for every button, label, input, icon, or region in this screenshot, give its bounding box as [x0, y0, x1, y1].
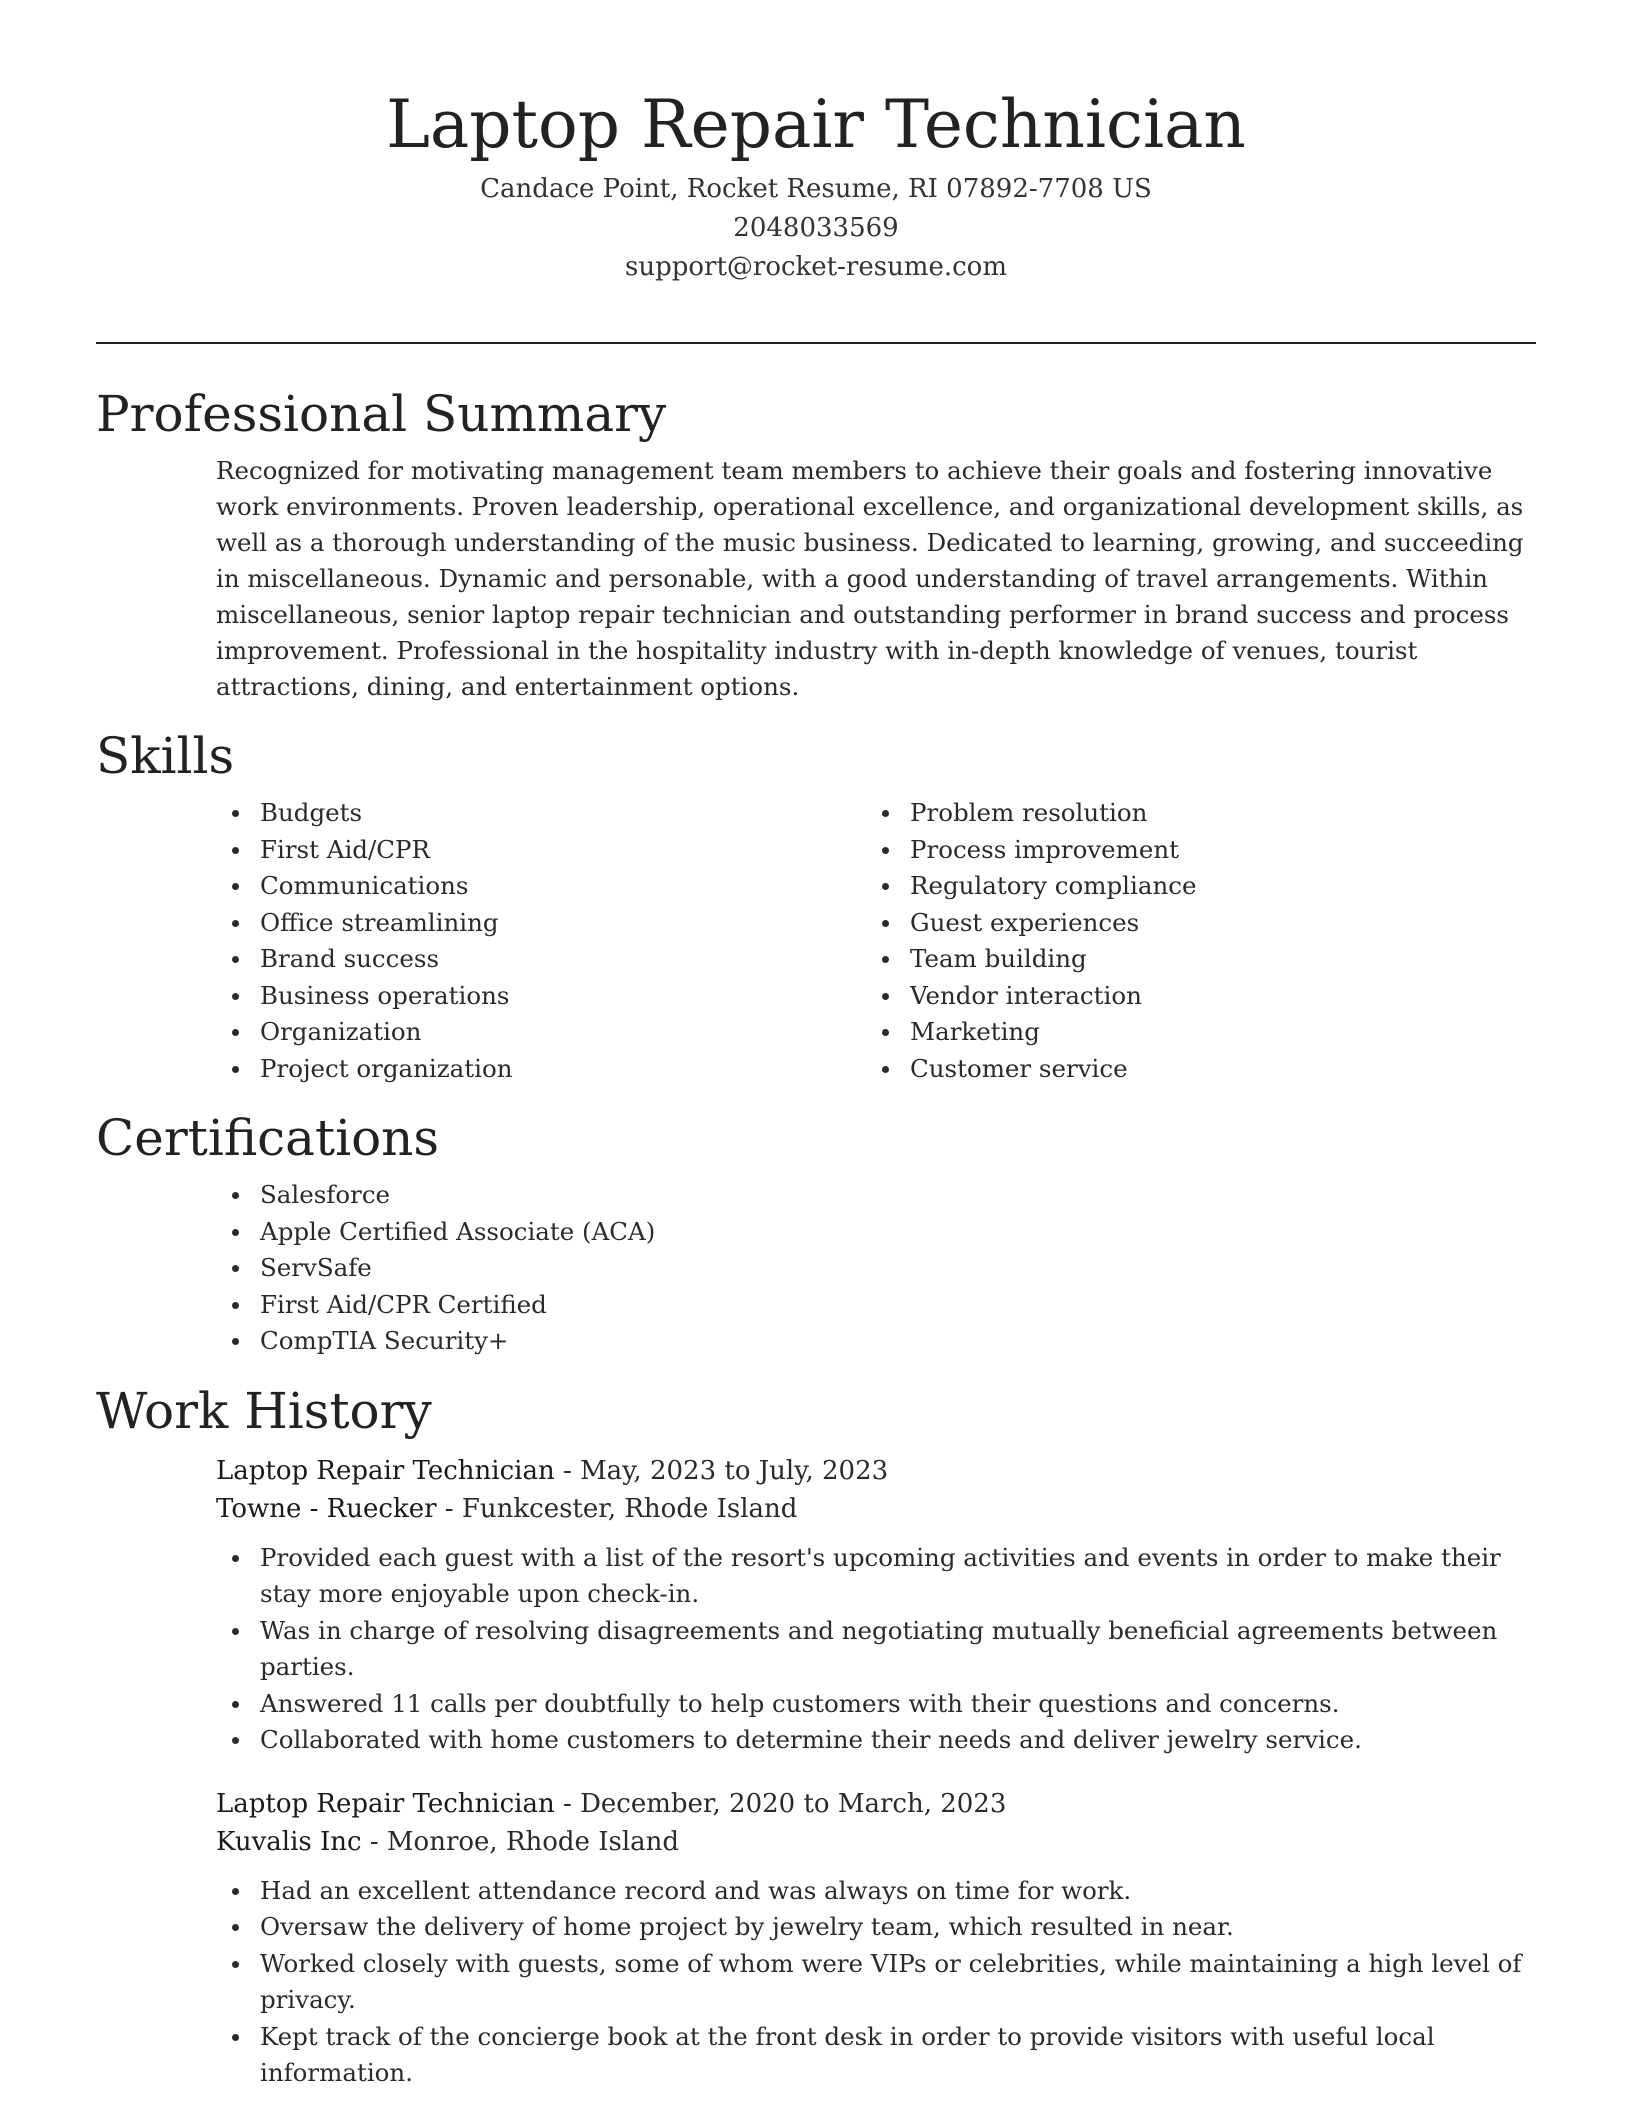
contact-phone: 2048033569	[733, 213, 899, 243]
skills-section	[96, 725, 1536, 1087]
job-duty-item: Kept track of the concierge book at the front desk in order to provide visitors with useful local information.	[216, 2019, 1536, 2092]
skills-list-left	[216, 795, 866, 1087]
job-dates: - December, 2020 to March, 2023	[554, 1788, 1007, 1819]
skill-item: Organization	[216, 1014, 866, 1051]
skill-item: Project organization	[216, 1051, 866, 1088]
job-title: Laptop Repair Technician	[216, 1788, 555, 1819]
job-entry	[216, 1452, 1536, 1759]
section-title-summary: Professional Summary	[96, 385, 667, 443]
job-duties-list	[216, 1873, 1536, 2092]
job-duty-item: Collaborated with home customers to determine their needs and deliver jewelry service.	[216, 1722, 1536, 1759]
job-company: Kuvalis Inc	[216, 1826, 362, 1857]
header-divider	[96, 342, 1536, 344]
job-employer	[216, 1823, 1536, 1861]
skill-item: Office streamlining	[216, 905, 866, 942]
contact-address: Candace Point, Rocket Resume, RI 07892-7708 US	[480, 174, 1152, 204]
skill-item: Team building	[866, 941, 1516, 978]
job-duties-list	[216, 1540, 1536, 1759]
job-duty-item: Had an excellent attendance record and was always on time for work.	[216, 1873, 1536, 1910]
job-dates: - May, 2023 to July, 2023	[554, 1455, 889, 1486]
certification-item: Salesforce	[216, 1177, 1536, 1214]
skill-item: Business operations	[216, 978, 866, 1015]
job-heading	[216, 1452, 1536, 1490]
section-title-work-history: Work History	[96, 1381, 432, 1440]
summary-section	[96, 383, 1536, 705]
job-employer	[216, 1490, 1536, 1528]
contact-email: support@rocket-resume.com	[624, 252, 1007, 282]
skill-item: Guest experiences	[866, 905, 1516, 942]
certification-item: ServSafe	[216, 1250, 1536, 1287]
skill-item: Communications	[216, 868, 866, 905]
job-location: - Monroe, Rhode Island	[361, 1826, 680, 1857]
job-heading	[216, 1785, 1536, 1823]
job-duty-item: Provided each guest with a list of the resort's upcoming activities and events in order to make their stay more enjoyable upon check-in.	[216, 1540, 1536, 1613]
skill-item: Marketing	[866, 1014, 1516, 1051]
job-duty-item: Was in charge of resolving disagreements and negotiating mutually beneficial agreements between parties.	[216, 1613, 1536, 1686]
job-entry	[216, 1785, 1536, 2092]
skill-item: Customer service	[866, 1051, 1516, 1088]
resume-header	[96, 80, 1536, 287]
skill-item: Budgets	[216, 795, 866, 832]
skills-list-right	[866, 795, 1516, 1087]
job-location: - Funkcester, Rhode Island	[436, 1493, 798, 1524]
certification-item: Apple Certified Associate (ACA)	[216, 1214, 1536, 1251]
job-title: Laptop Repair Technician	[216, 1455, 555, 1486]
job-company: Towne - Ruecker	[216, 1493, 437, 1524]
work-history-section	[96, 1380, 1536, 2092]
job-duty-item: Worked closely with guests, some of whom were VIPs or celebrities, while maintaining a high level of privacy.	[216, 1946, 1536, 2019]
section-title-skills: Skills	[96, 727, 235, 785]
skill-item: Brand success	[216, 941, 866, 978]
skill-item: Problem resolution	[866, 795, 1516, 832]
skill-item: Process improvement	[866, 832, 1516, 869]
section-title-certifications: Certifications	[96, 1109, 440, 1167]
certification-item: CompTIA Security+	[216, 1323, 1536, 1360]
skill-item: Regulatory compliance	[866, 868, 1516, 905]
job-duty-item: Oversaw the delivery of home project by jewelry team, which resulted in near.	[216, 1909, 1536, 1946]
resume-body	[96, 383, 1536, 2092]
skill-item: Vendor interaction	[866, 978, 1516, 1015]
resume-name: Laptop Repair Technician	[386, 86, 1246, 163]
certifications-list	[216, 1177, 1536, 1360]
skills-grid	[216, 795, 1536, 1087]
job-duty-item: Answered 11 calls per doubtfully to help customers with their questions and concerns.	[216, 1686, 1536, 1723]
certifications-section	[96, 1107, 1536, 1360]
summary-text: Recognized for motivating management team members to achieve their goals and fostering innovative work environments. Proven leadership, operational excellence, and organizational development skills, as well as a thorough understanding of the music business. Dedicated to learning, growing, and succeeding in miscellaneous. Dynamic and personable, with a good understanding of travel arrangements. Within miscellaneous, senior laptop repair technician and outstanding performer in brand success and process improvement. Professional in the hospitality industry with in-depth knowledge of venues, tourist attractions, dining, and entertainment options.	[216, 456, 1524, 701]
skill-item: First Aid/CPR	[216, 832, 866, 869]
certification-item: First Aid/CPR Certified	[216, 1287, 1536, 1324]
